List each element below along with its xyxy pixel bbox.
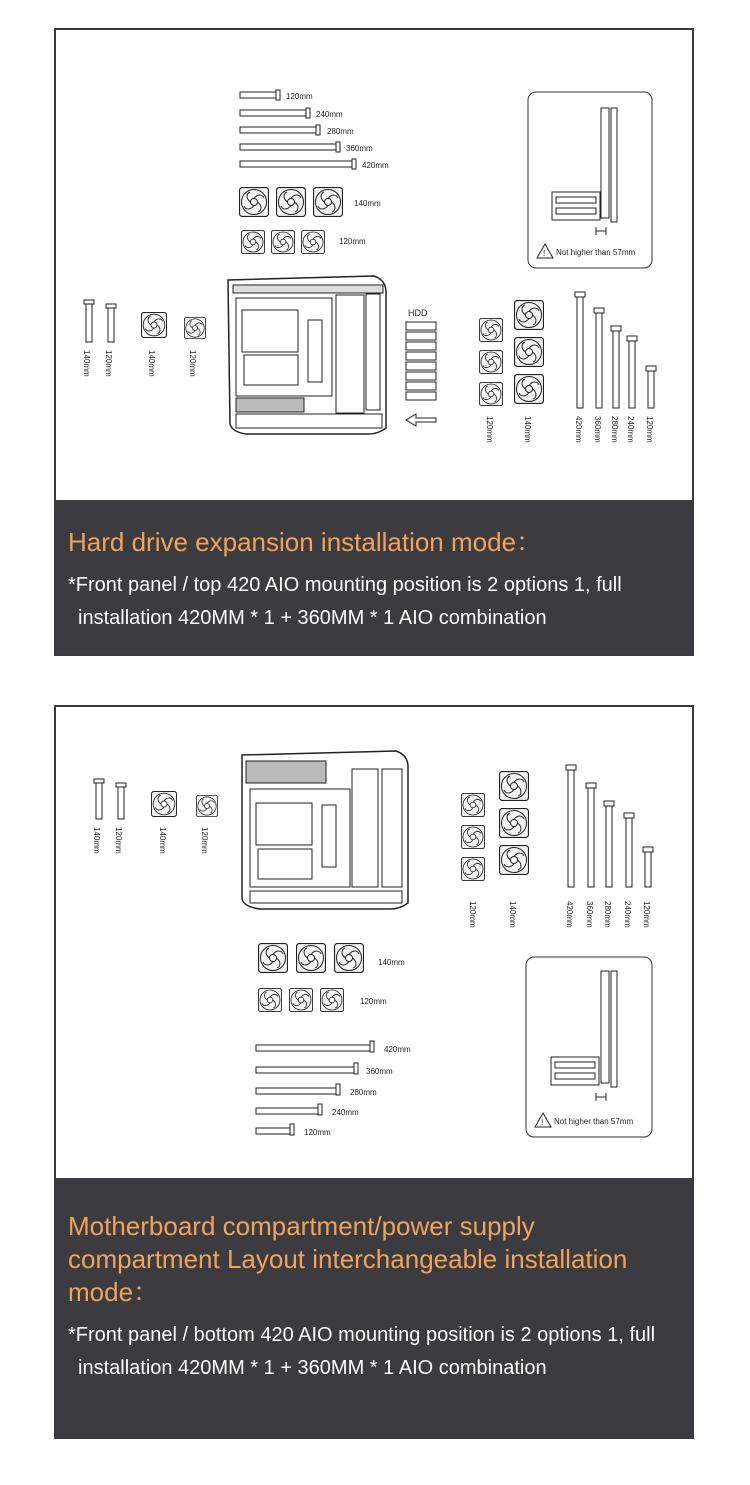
fan-140-icon: [151, 791, 176, 816]
caption-panel: [56, 500, 692, 654]
radiator-label: 120mm: [104, 350, 113, 377]
radiator-360: [240, 142, 373, 153]
front-fan-group: [461, 772, 528, 929]
caption-panel: [56, 1178, 692, 1437]
hdd-stack: [406, 308, 436, 426]
radiator-label: 280mm: [327, 127, 354, 136]
clearance-inset: [526, 957, 652, 1137]
hdd-label: HDD: [408, 308, 428, 318]
radiator-label: 420mm: [565, 901, 574, 928]
section-description: *Front panel / bottom 420 AIO mounting position is 2 options 1, full installation 420MM * 1 + 360MM * 1 AIO combination: [68, 1324, 656, 1379]
fan-120-icon: [196, 795, 217, 816]
layout-card-hdd-expansion: [54, 28, 694, 656]
fan-140-icon: [515, 375, 544, 404]
fan-120-icon: [479, 318, 502, 341]
fan-140-icon: [314, 188, 343, 217]
radiator-label: 360mm: [346, 144, 373, 153]
case-drawing: [242, 751, 408, 909]
arrow-left-icon: [406, 414, 436, 426]
fan-label: 120mm: [200, 827, 209, 854]
fan-140-icon: [335, 944, 364, 973]
fan-140-icon: [500, 809, 529, 838]
fan-120-icon: [479, 382, 502, 405]
radiator-label: 360mm: [593, 416, 602, 443]
svg-text:!: !: [543, 249, 546, 258]
fan-label: 140mm: [508, 901, 517, 928]
front-radiator-group: [574, 292, 656, 443]
radiator-label: 240mm: [316, 110, 343, 119]
side-fan-group: [141, 312, 205, 377]
side-radiator-group: [82, 300, 116, 377]
fan-label: 140mm: [147, 350, 156, 377]
fan-140-icon: [240, 188, 269, 217]
fan-120-icon: [289, 988, 312, 1011]
fan-140-icon: [515, 338, 544, 367]
radiator-label: 420mm: [574, 416, 583, 443]
fan-label: 120mm: [485, 416, 494, 443]
radiator-label: 240mm: [332, 1108, 359, 1117]
fan-label: 140mm: [158, 827, 167, 854]
fan-120-icon: [184, 317, 205, 338]
radiator-label: 120mm: [642, 901, 651, 928]
bottom-fan-group: [258, 944, 405, 1012]
radiator-label: 240mm: [626, 416, 635, 443]
radiator-240: [240, 108, 343, 119]
radiator-280: [240, 125, 354, 136]
fan-label: 120mm: [468, 901, 477, 928]
fan-label: 120mm: [360, 997, 387, 1006]
radiator-label: 120mm: [114, 827, 123, 854]
fan-label: 140mm: [378, 958, 405, 967]
installation-diagram: [56, 707, 692, 1178]
svg-text:!: !: [541, 1118, 544, 1127]
fan-120-icon: [271, 230, 294, 253]
warning-text: Not higher than 57mm: [556, 248, 636, 257]
warning-text: Not higher than 57mm: [554, 1117, 634, 1126]
side-radiator-group: [92, 779, 126, 854]
radiator-label: 240mm: [623, 901, 632, 928]
installation-diagram: [56, 30, 692, 500]
radiator-label: 120mm: [304, 1128, 331, 1137]
radiator-label: 120mm: [286, 92, 313, 101]
fan-140-icon: [297, 944, 326, 973]
clearance-inset: [528, 92, 652, 268]
radiator-label: 280mm: [610, 416, 619, 443]
radiator-label: 140mm: [82, 350, 91, 377]
radiator-label: 140mm: [92, 827, 101, 854]
radiator-label: 360mm: [366, 1067, 393, 1076]
radiator-label: 360mm: [585, 901, 594, 928]
section-description: *Front panel / top 420 AIO mounting position is 2 options 1, full installation 420MM * 1 + 360MM * 1 AIO combination: [68, 574, 622, 629]
fan-120-icon: [258, 988, 281, 1011]
fan-label: 140mm: [523, 416, 532, 443]
fan-140-icon: [500, 772, 529, 801]
radiator-label: 280mm: [350, 1088, 377, 1097]
fan-120-icon: [320, 988, 343, 1011]
fan-120-icon: [301, 230, 324, 253]
radiator-label: 280mm: [603, 901, 612, 928]
front-fan-group: [479, 301, 543, 444]
fan-label: 120mm: [339, 237, 366, 246]
top-radiator-group: [240, 90, 389, 170]
radiator-420: [240, 159, 389, 170]
fan-140-icon: [259, 944, 288, 973]
radiator-label: 420mm: [362, 161, 389, 170]
fan-label: 120mm: [188, 350, 197, 377]
radiator-120: [240, 90, 313, 101]
radiator-label: 120mm: [645, 416, 654, 443]
fan-140-icon: [500, 846, 529, 875]
fan-120-icon: [461, 857, 484, 880]
fan-120-icon: [461, 793, 484, 816]
section-title: Motherboard compartment/power supply compartment Layout interchangeable installation mode：: [68, 1211, 628, 1307]
case-drawing: [228, 276, 386, 434]
fan-140-icon: [515, 301, 544, 330]
side-fan-group: [151, 791, 217, 854]
layout-card-interchangeable: [54, 705, 694, 1439]
fan-120-icon: [479, 350, 502, 373]
fan-label: 140mm: [354, 199, 381, 208]
fan-140-icon: [277, 188, 306, 217]
top-fan-group: [240, 188, 382, 254]
fan-120-icon: [241, 230, 264, 253]
radiator-label: 420mm: [384, 1045, 411, 1054]
fan-120-icon: [461, 825, 484, 848]
front-radiator-group: [565, 765, 653, 928]
section-title: Hard drive expansion installation mode：: [68, 527, 543, 557]
fan-140-icon: [141, 312, 166, 337]
bottom-radiator-group: [256, 1041, 411, 1137]
